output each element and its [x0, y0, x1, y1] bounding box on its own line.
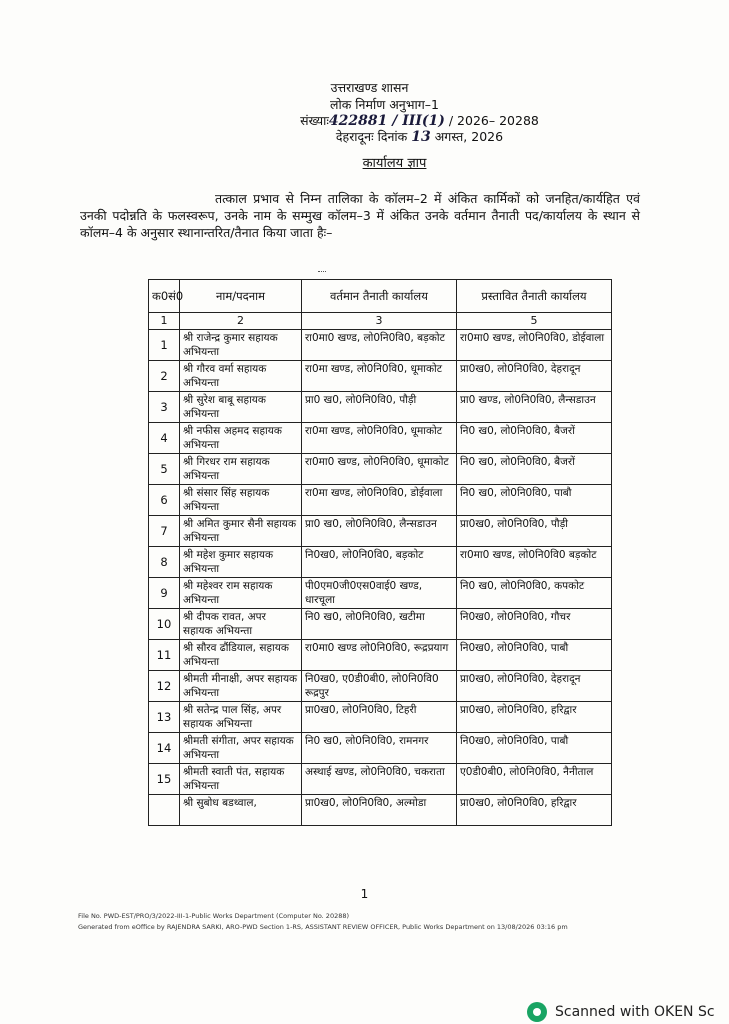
- oken-scanner-logo-icon: [527, 1002, 547, 1022]
- scanner-watermark: [527, 1000, 729, 1024]
- name-cell: श्री दीपक रावत, अपर सहायक अभियन्ता: [180, 609, 302, 640]
- header-serial: क0सं0: [149, 280, 180, 313]
- name-cell: श्रीमती मीनाक्षी, अपर सहायक अभियन्ता: [180, 671, 302, 702]
- table-row: [149, 702, 612, 733]
- proposed-office-cell: नि0 ख0, लो0नि0वि0, बैजरों: [456, 454, 611, 485]
- current-office-cell: प्रा0 ख0, लो0नि0वि0, लैन्सडाउन: [301, 516, 456, 547]
- serial-cell: 9: [149, 578, 180, 609]
- serial-cell: 14: [149, 733, 180, 764]
- current-office-cell: रा0मा0 खण्ड, लो0नि0वि0, बड़कोट: [301, 330, 456, 361]
- serial-cell: 4: [149, 423, 180, 454]
- name-cell: श्री सुरेश बाबू सहायक अभियन्ता: [180, 392, 302, 423]
- current-office-cell: नि0 ख0, लो0नि0वि0, खटीमा: [301, 609, 456, 640]
- name-cell: श्री गौरव वर्मा सहायक अभियन्ता: [180, 361, 302, 392]
- current-office-cell: रा0मा खण्ड, लो0नि0वि0, डोईवाला: [301, 485, 456, 516]
- name-cell: श्री सतेन्द्र पाल सिंह, अपर सहायक अभियन्ता: [180, 702, 302, 733]
- proposed-office-cell: प्रा0ख0, लो0नि0वि0, देहरादून: [456, 671, 611, 702]
- scanner-label: Scanned with OKEN Sc: [555, 1004, 715, 1020]
- serial-cell: 7: [149, 516, 180, 547]
- header-proposed-office: प्रस्तावित तैनाती कार्यालय: [456, 280, 611, 313]
- name-cell: श्रीमती संगीता, अपर सहायक अभियन्ता: [180, 733, 302, 764]
- government-name: उत्तराखण्ड शासन: [330, 80, 409, 95]
- order-paragraph: तत्काल प्रभाव से निम्न तालिका के कॉलम–2 में अंकित कार्मिकों को जनहित/कार्यहित एवं उनकी पदोन्नति के फलस्वरूप, उनके नाम के सम्मुख कॉलम–3 में अंकित उनके वर्तमान तैनाती पद/कार्यालय के स्थान से कॉलम–4 के अनुसार स्थानान्तरित/तैनात किया जाता हैः–: [80, 191, 640, 240]
- table-row: [149, 609, 612, 640]
- current-office-cell: रा0मा0 खण्ड, लो0नि0वि0, धूमाकोट: [301, 454, 456, 485]
- proposed-office-cell: प्रा0 खण्ड, लो0नि0वि0, लैन्सडाउन: [456, 392, 611, 423]
- pen-mark: [318, 271, 326, 275]
- serial-cell: [149, 795, 180, 826]
- proposed-office-cell: प्रा0ख0, लो0नि0वि0, पौड़ी: [456, 516, 611, 547]
- table-row: [149, 361, 612, 392]
- reference-handwritten: 422881 / III(1): [328, 113, 445, 129]
- current-office-cell: नि0 ख0, लो0नि0वि0, रामनगर: [301, 733, 456, 764]
- name-cell: श्री गिरधर राम सहायक अभियन्ता: [180, 454, 302, 485]
- proposed-office-cell: ए0डी0बी0, लो0नि0वि0, नैनीताल: [456, 764, 611, 795]
- date-prefix: देहरादूनः दिनांक: [335, 129, 408, 144]
- current-office-cell: प्रा0ख0, लो0नि0वि0, टिहरी: [301, 702, 456, 733]
- table-row: [149, 392, 612, 423]
- table-row: [149, 733, 612, 764]
- current-office-cell: रा0मा0 खण्ड लो0नि0वि0, रूद्रप्रयाग: [301, 640, 456, 671]
- reference-prefix: संख्याः: [300, 113, 329, 128]
- memo-title: कार्यालय ज्ञाप: [362, 156, 427, 171]
- date-handwritten: 13: [411, 129, 431, 145]
- table-row: [149, 485, 612, 516]
- column-number: 1: [149, 313, 180, 330]
- serial-cell: 15: [149, 764, 180, 795]
- name-cell: श्री नफीस अहमद सहायक अभियन्ता: [180, 423, 302, 454]
- column-number: 3: [301, 313, 456, 330]
- header-name: नाम/पदनाम: [180, 280, 302, 313]
- current-office-cell: रा0मा खण्ड, लो0नि0वि0, धूमाकोट: [301, 361, 456, 392]
- current-office-cell: नि0ख0, लो0नि0वि0, बड़कोट: [301, 547, 456, 578]
- table-row: [149, 423, 612, 454]
- table-row: [149, 764, 612, 795]
- serial-cell: 2: [149, 361, 180, 392]
- serial-cell: 10: [149, 609, 180, 640]
- name-cell: श्री संसार सिंह सहायक अभियन्ता: [180, 485, 302, 516]
- table-header-row: [149, 280, 612, 313]
- footer-generated-by: Generated from eOffice by RAJENDRA SARKI, ARO-PWD Section 1-RS, ASSISTANT REVIEW OFFICER, Public Works Department on 13/08/2026 03:16 pm: [78, 923, 568, 931]
- proposed-office-cell: प्रा0ख0, लो0नि0वि0, हरिद्वार: [456, 795, 611, 826]
- serial-cell: 5: [149, 454, 180, 485]
- serial-cell: 3: [149, 392, 180, 423]
- proposed-office-cell: रा0मा0 खण्ड, लो0नि0वि0 बड़कोट: [456, 547, 611, 578]
- reference-suffix: / 2026– 20288: [448, 113, 539, 128]
- name-cell: श्री राजेन्द्र कुमार सहायक अभियन्ता: [180, 330, 302, 361]
- date-suffix: अगस्त, 2026: [434, 129, 504, 144]
- proposed-office-cell: नि0ख0, लो0नि0वि0, गौचर: [456, 609, 611, 640]
- serial-cell: 13: [149, 702, 180, 733]
- serial-cell: 12: [149, 671, 180, 702]
- name-cell: श्री सुबोध बडथ्वाल,: [180, 795, 302, 826]
- proposed-office-cell: नि0ख0, लो0नि0वि0, पाबौ: [456, 640, 611, 671]
- current-office-cell: पी0एम0जी0एस0वाई0 खण्ड, धारचूला: [301, 578, 456, 609]
- serial-cell: 6: [149, 485, 180, 516]
- current-office-cell: प्रा0ख0, लो0नि0वि0, अल्मोडा: [301, 795, 456, 826]
- page-number: 1: [360, 887, 369, 901]
- column-number: 5: [456, 313, 611, 330]
- name-cell: श्री सौरव ढौंडियाल, सहायक अभियन्ता: [180, 640, 302, 671]
- proposed-office-cell: नि0 ख0, लो0नि0वि0, बैजरों: [456, 423, 611, 454]
- proposed-office-cell: रा0मा0 खण्ड, लो0नि0वि0, डोईवाला: [456, 330, 611, 361]
- serial-cell: 11: [149, 640, 180, 671]
- table-row: [149, 330, 612, 361]
- table-row: [149, 547, 612, 578]
- current-office-cell: नि0ख0, ए0डी0बी0, लो0नि0वि0 रूद्रपुर: [301, 671, 456, 702]
- proposed-office-cell: नि0 ख0, लो0नि0वि0, पाबौ: [456, 485, 611, 516]
- proposed-office-cell: नि0ख0, लो0नि0वि0, पाबौ: [456, 733, 611, 764]
- name-cell: श्रीमती स्वाती पंत, सहायक अभियन्ता: [180, 764, 302, 795]
- serial-cell: 1: [149, 330, 180, 361]
- footer-file-number: File No. PWD-EST/PRO/3/2022-III-1-Public Works Department (Computer No. 20288): [78, 912, 350, 920]
- table-body: [149, 330, 612, 826]
- issue-date: [55, 129, 729, 145]
- current-office-cell: रा0मा खण्ड, लो0नि0वि0, धूमाकोट: [301, 423, 456, 454]
- table-row: [149, 795, 612, 826]
- current-office-cell: प्रा0 ख0, लो0नि0वि0, पौड़ी: [301, 392, 456, 423]
- proposed-office-cell: प्रा0ख0, लो0नि0वि0, हरिद्वार: [456, 702, 611, 733]
- proposed-office-cell: प्रा0ख0, लो0नि0वि0, देहरादून: [456, 361, 611, 392]
- name-cell: श्री महेश कुमार सहायक अभियन्ता: [180, 547, 302, 578]
- table-row: [149, 454, 612, 485]
- transfer-table: [148, 279, 612, 826]
- name-cell: श्री अमित कुमार सैनी सहायक अभियन्ता: [180, 516, 302, 547]
- reference-number: [55, 113, 729, 129]
- table-row: [149, 671, 612, 702]
- table-row: [149, 578, 612, 609]
- current-office-cell: अस्थाई खण्ड, लो0नि0वि0, चकराता: [301, 764, 456, 795]
- department-section: लोक निर्माण अनुभाग–1: [330, 97, 439, 112]
- table-row: [149, 640, 612, 671]
- table-row: [149, 516, 612, 547]
- column-number-row: [149, 313, 612, 330]
- column-number: 2: [180, 313, 302, 330]
- proposed-office-cell: नि0 ख0, लो0नि0वि0, कपकोट: [456, 578, 611, 609]
- serial-cell: 8: [149, 547, 180, 578]
- name-cell: श्री महेश्वर राम सहायक अभियन्ता: [180, 578, 302, 609]
- header-current-office: वर्तमान तैनाती कार्यालय: [301, 280, 456, 313]
